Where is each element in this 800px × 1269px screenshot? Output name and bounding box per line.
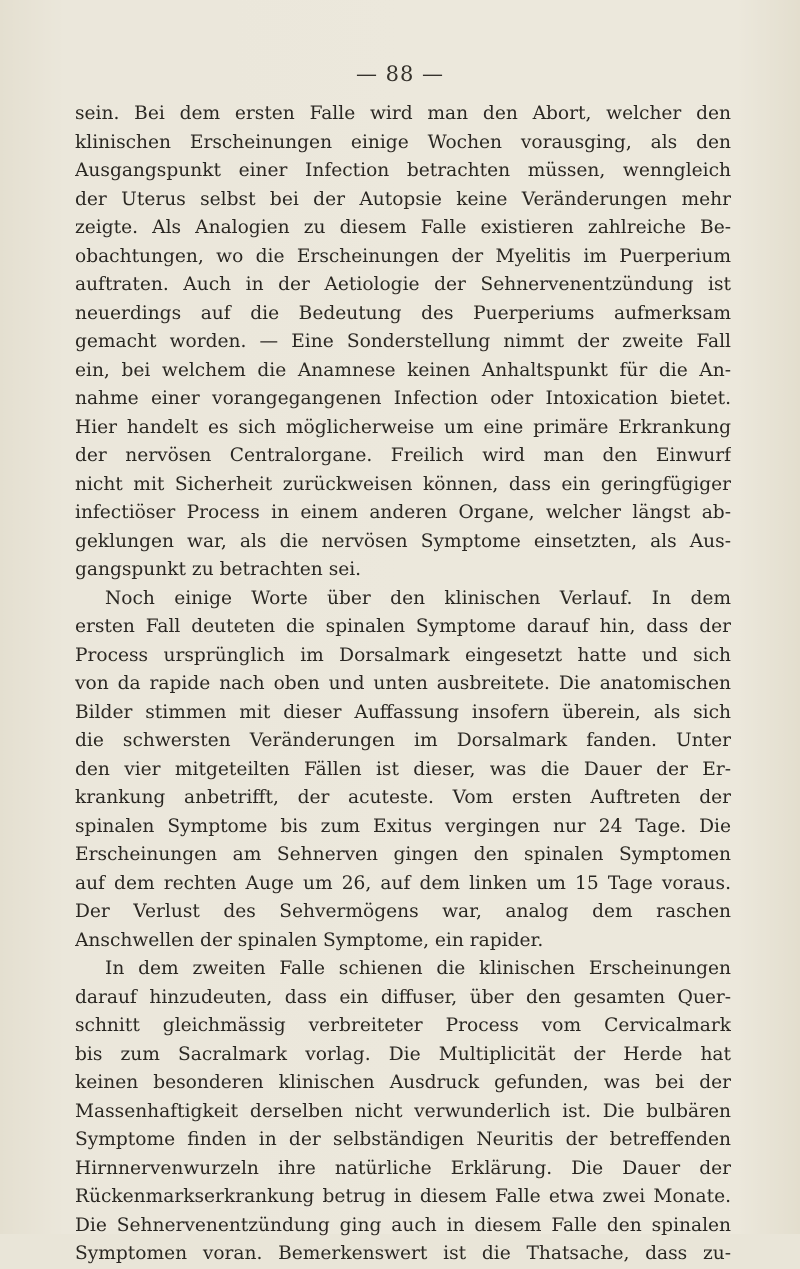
text-line: Die Sehnervenentzündung ging auch in diesem Falle den spinalen: [75, 1214, 731, 1236]
text-line: von da rapide nach oben und unten ausbreitete. Die anatomischen: [75, 673, 731, 694]
text-line: In dem zweiten Falle schienen die klinischen Erscheinungen: [105, 958, 731, 979]
text-line: Rückenmarkserkrankung betrug in diesem Falle etwa zwei Monate.: [75, 1186, 731, 1207]
text-line: auftraten. Auch in der Aetiologie der Sehnervenentzündung ist: [75, 274, 731, 295]
text-line: spinalen Symptome bis zum Exitus vergingen nur 24 Tage. Die: [75, 815, 731, 837]
text-line: keinen besonderen klinischen Ausdruck gefunden, was bei der: [75, 1072, 731, 1093]
text-line: Erscheinungen am Sehnerven gingen den spinalen Symptomen: [75, 844, 731, 865]
text-line: Massenhaftigkeit derselben nicht verwunderlich ist. Die bulbären: [75, 1100, 731, 1122]
text-line: Symptome finden in der selbständigen Neuritis der betreffenden: [75, 1129, 731, 1150]
text-line: nicht mit Sicherheit zurückweisen können, dass ein geringfügiger: [75, 473, 731, 495]
text-line: klinischen Erscheinungen einige Wochen vorausging, als den: [75, 131, 731, 153]
text-line: bis zum Sacralmark vorlag. Die Multiplicität der Herde hat: [75, 1043, 731, 1065]
text-line: Hier handelt es sich möglicherweise um eine primäre Erkrankung: [75, 416, 731, 438]
text-line: der nervösen Centralorgane. Freilich wird man den Einwurf: [75, 445, 731, 466]
text-line: Ausgangspunkt einer Infection betrachten müssen, wenngleich: [75, 160, 731, 181]
text-line: Bilder stimmen mit dieser Auffassung insofern überein, als sich: [75, 701, 731, 723]
page-number: — 88 —: [355, 62, 445, 86]
text-line: schnitt gleichmässig verbreiteter Process vom Cervicalmark: [75, 1015, 731, 1036]
text-line: Hirnnervenwurzeln ihre natürliche Erklärung. Die Dauer der: [75, 1157, 731, 1179]
text-line: infectiöser Process in einem anderen Organe, welcher längst ab-: [75, 502, 731, 523]
text-line: den vier mitgeteilten Fällen ist dieser, was die Dauer der Er-: [75, 758, 731, 780]
text-line: Der Verlust des Sehvermögens war, analog dem raschen: [75, 901, 731, 922]
text-line: krankung anbetrifft, der acuteste. Vom ersten Auftreten der: [75, 787, 731, 808]
text-line: Process ursprünglich im Dorsalmark eingesetzt hatte und sich: [75, 644, 731, 666]
text-line: auf dem rechten Auge um 26, auf dem linken um 15 Tage voraus.: [75, 872, 731, 894]
body-text: [75, 100, 731, 1269]
text-line: der Uterus selbst bei der Autopsie keine Veränderungen mehr: [75, 188, 731, 210]
text-line: gemacht worden. — Eine Sonderstellung nimmt der zweite Fall: [75, 331, 731, 352]
text-line: zeigte. Als Analogien zu diesem Falle existieren zahlreiche Be-: [75, 217, 731, 238]
text-line: darauf hinzudeuten, dass ein diffuser, über den gesamten Quer-: [75, 986, 731, 1008]
text-line: ersten Fall deuteten die spinalen Symptome darauf hin, dass der: [75, 616, 731, 637]
text-line: Anschwellen der spinalen Symptome, ein rapider.: [75, 929, 544, 951]
text-line: Symptomen voran. Bemerkenswert ist die Thatsache, dass zu-: [75, 1243, 731, 1264]
text-line: nahme einer vorangegangenen Infection oder Intoxication bietet.: [75, 388, 731, 409]
text-line: Noch einige Worte über den klinischen Verlauf. In dem: [105, 587, 731, 609]
text-line: neuerdings auf die Bedeutung des Puerperiums aufmerksam: [75, 302, 731, 324]
text-line: sein. Bei dem ersten Falle wird man den Abort, welcher den: [75, 103, 731, 124]
text-line: ein, bei welchem die Anamnese keinen Anhaltspunkt für die An-: [75, 359, 731, 381]
text-line: obachtungen, wo die Erscheinungen der Myelitis im Puerperium: [75, 245, 731, 267]
text-line: geklungen war, als die nervösen Symptome einsetzten, als Aus-: [75, 530, 731, 552]
text-line: die schwersten Veränderungen im Dorsalmark fanden. Unter: [75, 730, 731, 751]
text-line: gangspunkt zu betrachten sei.: [75, 559, 362, 580]
